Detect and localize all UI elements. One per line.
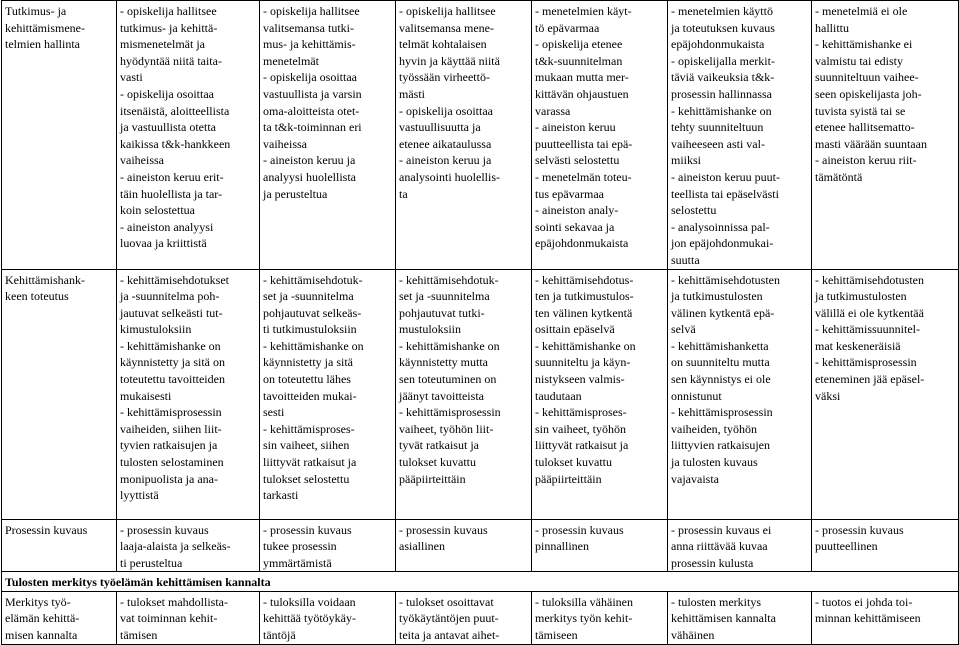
cell-text: - menetelmien käyttö ja toteutuksen kuvaus epäjohdonmukaista - opiskelijalla merkit- täviä vaikeuksia t&k- prosessin hallinnassa - kehittämishanke on tehty suunniteltuun vaiheeseen asti val- miiksi - aineiston keruu puut- teellista tai epäselvästi selostettu - analysoinnissa pal- jon epäjohdonmukai- suutta: [671, 4, 780, 267]
cell-text: - prosessin kuvaus pinnallinen: [535, 522, 624, 554]
table-cell: [260, 1, 396, 270]
table-row: [2, 591, 959, 644]
cell-text: - kehittämisehdotus- ten ja tutkimustulos- ten välinen kytkentä osittain epäselvä - kehittämishanke on suunniteltu ja käyn- nistykseen valmis- taudutaan - kehittämisproses- sin vaiheet, työhön liittyvät ratkaisut ja tulokset kuvattu pääpiirteittäin: [535, 272, 636, 486]
cell-text: - tulokset mahdollista- vat toiminnan kehit- tämisen: [120, 594, 228, 643]
table-cell: [260, 269, 396, 519]
row-header: [2, 591, 117, 644]
cell-text: - prosessin kuvaus asiallinen: [399, 522, 488, 554]
cell-text: - opiskelija hallitsee valitsemansa mene- telmät kohtalaisen hyvin ja käyttää niitä työssään virheettö- mästi - opiskelija osoittaa vastuullisuutta ja etenee aikataulussa - aineiston keruu ja analysointi huolellis- ta: [399, 4, 500, 201]
cell-text: - tuloksilla voidaan kehittää työtöykäy- täntöjä: [263, 594, 356, 643]
cell-text: - opiskelija hallitsee valitsemansa tutki- mus- ja kehittämis- menetelmät - opiskelija osoittaa vastuullista ja varsin oma-aloitteista otet- ta t&k-toiminnan eri vaiheissa - aineiston keruu ja analyysi huolellista ja perusteltua: [263, 4, 362, 201]
table-cell: [117, 1, 260, 270]
assessment-criteria-table: [1, 0, 959, 645]
table-cell: [260, 591, 396, 644]
table-cell: [532, 519, 668, 572]
table-cell: [117, 519, 260, 572]
cell-text: - opiskelija hallitsee tutkimus- ja kehittä- mismenetelmät ja hyödyntää niitä taita- vasti - opiskelija osoittaa itsenäistä, aloitteellista ja vastuullista otetta kaikissa t&k-hankkeen vaiheissa - aineiston keruu erit- täin huolellista ja tar- koin selostettua - aineiston analyysi luovaa ja kriittistä: [120, 4, 231, 251]
table-row: [2, 519, 959, 572]
table-cell: [396, 269, 532, 519]
cell-text: - tulokset osoittavat työkäytäntöjen puut- teita ja antavat aihet-: [399, 594, 500, 643]
cell-text: - prosessin kuvaus laaja-alaista ja selkeäs- ti perusteltua: [120, 522, 231, 570]
cell-text: - menetelmiä ei ole hallittu - kehittämishanke ei valmistu tai edisty suunniteltuun vaihee- seen opiskelijasta joh- tuvista syistä tai se etenee hallitsematto- masti väärään suuntaan - aineiston keruu riit- tämätöntä: [815, 4, 927, 184]
table-cell: [812, 269, 959, 519]
row-header-text: Prosessin kuvaus: [5, 522, 88, 537]
table-cell: [396, 591, 532, 644]
row-header: [2, 269, 117, 519]
table-cell: [668, 269, 812, 519]
cell-text: - tuotos ei johda toi- minnan kehittämiseen: [815, 594, 921, 626]
table-cell: [260, 519, 396, 572]
table-cell: [532, 591, 668, 644]
cell-text: - menetelmien käyt- tö epävarmaa - opiskelija etenee t&k-suunnitelman mukaan mutta mer- kittävän ohjaustuen varassa - aineiston keruu puutteellista tai epä- selvästi selostettu - menetelmän toteu- tus epävarmaa - aineiston analy- sointi sekavaa ja epäjohdonmukaista: [535, 4, 633, 251]
table-cell: [396, 519, 532, 572]
table-cell: [668, 591, 812, 644]
table-cell: [532, 269, 668, 519]
table-cell: [668, 1, 812, 270]
cell-text: - kehittämisehdotukset ja -suunnitelma poh- jautuvat selkeästi tut- kimustuloksiin - kehittämishanke on käynnistetty ja sitä on toteutettu tavoitteiden mukaisesti - kehittämisprosessin vaiheiden, siihen liit- tyvien ratkaisujen ja tulosten selostaminen monipuolista ja ana- lyyttistä: [120, 272, 229, 503]
cell-text: - tuloksilla vähäinen merkitys työn kehit- tämiseen: [535, 594, 633, 643]
cell-text: - prosessin kuvaus tukee prosessin ymmärtämistä: [263, 522, 352, 570]
table-cell: [668, 519, 812, 572]
row-header: [2, 1, 117, 270]
cell-text: - tulosten merkitys kehittämisen kannalta vähäinen: [671, 594, 776, 643]
cell-text: - kehittämisehdotusten ja tutkimustulosten välinen kytkentä epä- selvä - kehittämishanketta on suunniteltu mutta sen käynnistys ei ole onnistunut - kehittämisprosessin vaiheiden, työhön liittyvien ratkaisujen ja tulosten kuvaus vajavaista: [671, 272, 780, 486]
table-cell: [812, 1, 959, 270]
row-header-text: Kehittämishank- keen toteutus: [5, 272, 85, 304]
table-cell: [812, 591, 959, 644]
cell-text: - prosessin kuvaus ei anna riittävää kuvaa prosessin kulusta: [671, 522, 772, 570]
table-cell: [396, 1, 532, 270]
table-row: [2, 1, 959, 270]
table-cell: [812, 519, 959, 572]
cell-text: - kehittämisehdotusten ja tutkimustulosten välillä ei ole kytkentää - kehittämissuunnitel- mat keskeneräisiä - kehittämisprosessin eteneminen jää epäsel- väksi: [815, 272, 925, 403]
section-heading: Tulosten merkitys työelämän kehittämisen kannalta: [2, 572, 959, 592]
section-heading-row: [2, 572, 959, 592]
table-cell: [532, 1, 668, 270]
table-cell: [117, 591, 260, 644]
row-header-text: Merkitys työ- elämän kehittä- misen kannalta: [5, 594, 80, 643]
cell-text: - prosessin kuvaus puutteellinen: [815, 522, 904, 554]
row-header: [2, 519, 117, 572]
table-cell: [117, 269, 260, 519]
row-header-text: Tutkimus- ja kehittämismene- telmien hallinta: [5, 4, 85, 52]
cell-text: - kehittämisehdotuk- set ja -suunnitelma pohjautuvat selkeäs- ti tutkimustuloksiin - kehittämishanke on käynnistetty ja sitä on toteutettu lähes tavoitteiden mukai- sesti - kehittämisproses- sin vaiheet, siihen liittyvät ratkaisut ja tulokset selostettu tarkasti: [263, 272, 364, 503]
cell-text: - kehittämisehdotuk- set ja -suunnitelma pohjautuvat tutki- mustuloksiin - kehittämishanke on käynnistetty mutta sen toteutuminen on jäänyt tavoitteista - kehittämisprosessin vaiheet, työhön liit- tyvät ratkaisut ja tulokset kuvattu pääpiirteittäin: [399, 272, 501, 486]
table-row: [2, 269, 959, 519]
